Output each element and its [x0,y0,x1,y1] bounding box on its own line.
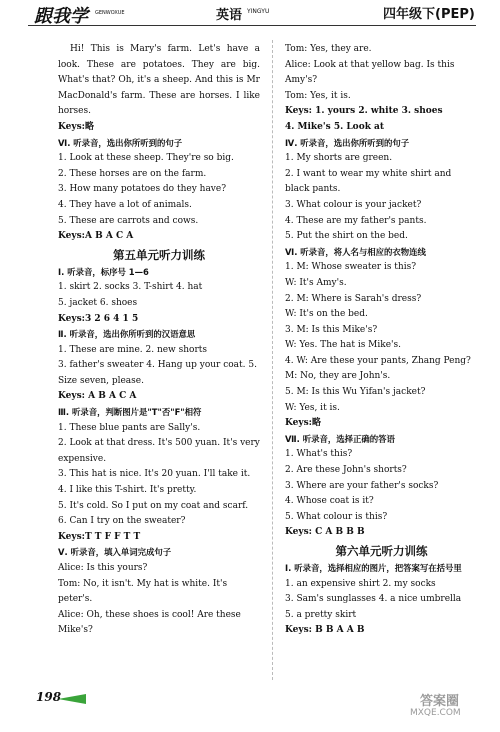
brand-logo: 跟我学 [34,6,88,27]
text-line: 5. jacket 6. shoes [58,297,138,308]
text-line: 5. Put the shirt on the bed. [285,231,408,242]
brand-subtitle: GENWOXUE [95,10,125,16]
text-line: Alice: Look at that yellow bag. Is this Amy's? [285,59,455,86]
text-line: 5. What colour is this? [285,511,388,522]
text-line: W: It's on the bed. [285,309,368,320]
answer-keys: Keys:略 [58,121,94,132]
text-line: 1. skirt 2. socks 3. T-shirt 4. hat [58,282,203,293]
text-line: 3. This hat is nice. It's 20 yuan. I'll take it. [58,469,251,480]
subject-label: 英语 [216,8,243,23]
text-line: 2. I want to wear my white shirt and black pants. [285,168,452,195]
text-line: 2. Are these John's shorts? [285,465,407,476]
section-heading: Ⅰ. 听录音，标序号 1—6 [58,266,149,277]
section-heading: Ⅲ. 听录音，判断图片是"T"否"F"相符 [58,407,202,418]
text-line: 4. Whose coat is it? [285,496,374,507]
watermark-logo: 答案圈 [420,694,460,709]
subject-pinyin: YINGYU [247,8,270,15]
unit-title: 第五单元听力训练 [113,247,205,262]
text-line: 6. Can I try on the sweater? [58,516,186,527]
page-header [0,0,500,27]
text-line: 2. Look at that dress. It's 500 yuan. It's very expensive. [58,438,260,464]
answer-keys: Keys: A B A C A [58,391,137,402]
text-line: 1. These blue pants are Sally's. [58,422,201,433]
section-heading: Ⅱ. 听录音，选出你所听到的汉语意思 [58,329,196,340]
text-line: 3. Where are your father's socks? [285,480,439,491]
text-line: Alice: Oh, these shoes is cool! Are these Mike's? [58,609,241,636]
text-line: 4. I like this T-shirt. It's pretty. [58,485,197,496]
watermark-url: MXQE.COM [410,708,461,718]
section-heading: Ⅵ. 听录音，将人名与相应的衣物连线 [285,246,426,257]
text-line: M: No, they are John's. [285,371,391,382]
answer-keys: Keys: B B A A B [285,625,365,636]
text-line: 4. These are my father's pants. [285,215,427,226]
grade-label: 四年级下(PEP) [383,7,475,22]
text-line: 4. W: Are these your pants, Zhang Peng? [285,355,471,366]
header-divider [28,25,476,26]
section-heading: Ⅳ. 听录音，选出你所听到的句子 [285,137,410,148]
text-line: 4. They have a lot of animals. [58,199,192,210]
text-line: 1. an expensive shirt 2. my socks [285,578,436,589]
text-line: Hi! This is Mary's farm. Let's have a look. These are potatoes. They are big. What's that? Oh, it's a sheep. And this is Mr MacDonald's farm. These are horses. I like horses. [58,44,260,117]
text-line: 3. Sam's sunglasses 4. a nice umbrella [285,594,462,605]
text-line: 1. Look at these sheep. They're so big. [58,153,234,164]
text-line: 3. M: Is this Mike's? [285,324,378,335]
column-divider [272,40,273,680]
answer-keys: Keys:略 [285,418,321,429]
text-line: 1. My shorts are green. [285,153,393,164]
section-heading: Ⅴ. 听录音，填入单词完成句子 [58,547,172,558]
text-line: 5. These are carrots and cows. [58,215,199,226]
unit-title: 第六单元听力训练 [335,544,428,558]
text-line: 5. It's cold. So I put on my coat and scarf. [58,500,249,511]
answer-keys: Keys:3 2 6 4 1 5 [58,313,139,324]
text-line: Alice: Is this yours? [58,563,148,573]
text-line: 3. What colour is your jacket? [285,199,422,210]
text-line: 5. M: Is this Wu Yifan's jacket? [285,387,426,398]
text-line: W: It's Amy's. [285,277,347,288]
text-line: W: Yes. The hat is Mike's. [285,340,401,351]
text-line: 1. M: Whose sweater is this? [285,262,417,273]
page-number: 198 [36,690,62,704]
left-column [58,42,260,639]
text-line: 2. These horses are on the farm. [58,168,207,179]
text-line: 5. a pretty skirt [285,609,357,620]
text-line: Tom: Yes, it is. [285,90,351,101]
section-heading: Ⅶ. 听录音，选择正确的答语 [285,433,395,444]
section-heading: Ⅰ. 听录音，选择相应的图片，把答案写在括号里 [285,563,462,573]
text-line: 3. How many potatoes do they have? [58,184,227,195]
section-heading: Ⅵ. 听录音，选出你所听到的句子 [58,137,183,148]
answer-keys: 4. Mike's 5. Look at [285,121,385,132]
text-line: 1. What's this? [285,449,353,460]
text-line: Tom: No, it isn't. My hat is white. It's peter's. [58,578,228,605]
green-arrow-icon [58,694,86,704]
text-line: W: Yes, it is. [285,402,340,413]
text-line: 2. M: Where is Sarah's dress? [285,293,422,304]
answer-keys: Keys:A B A C A [58,231,134,242]
text-line: Tom: Yes, they are. [285,44,372,54]
answer-keys: Keys: 1. yours 2. white 3. shoes [285,106,443,117]
answer-keys: Keys:T T F F T T [58,531,141,542]
right-column [285,42,478,639]
text-line: 1. These are mine. 2. new shorts [58,344,207,355]
text-line: 3. father's sweater 4. Hang up your coat. 5. Size seven, please. [58,360,257,386]
answer-keys: Keys: C A B B B [285,527,365,538]
